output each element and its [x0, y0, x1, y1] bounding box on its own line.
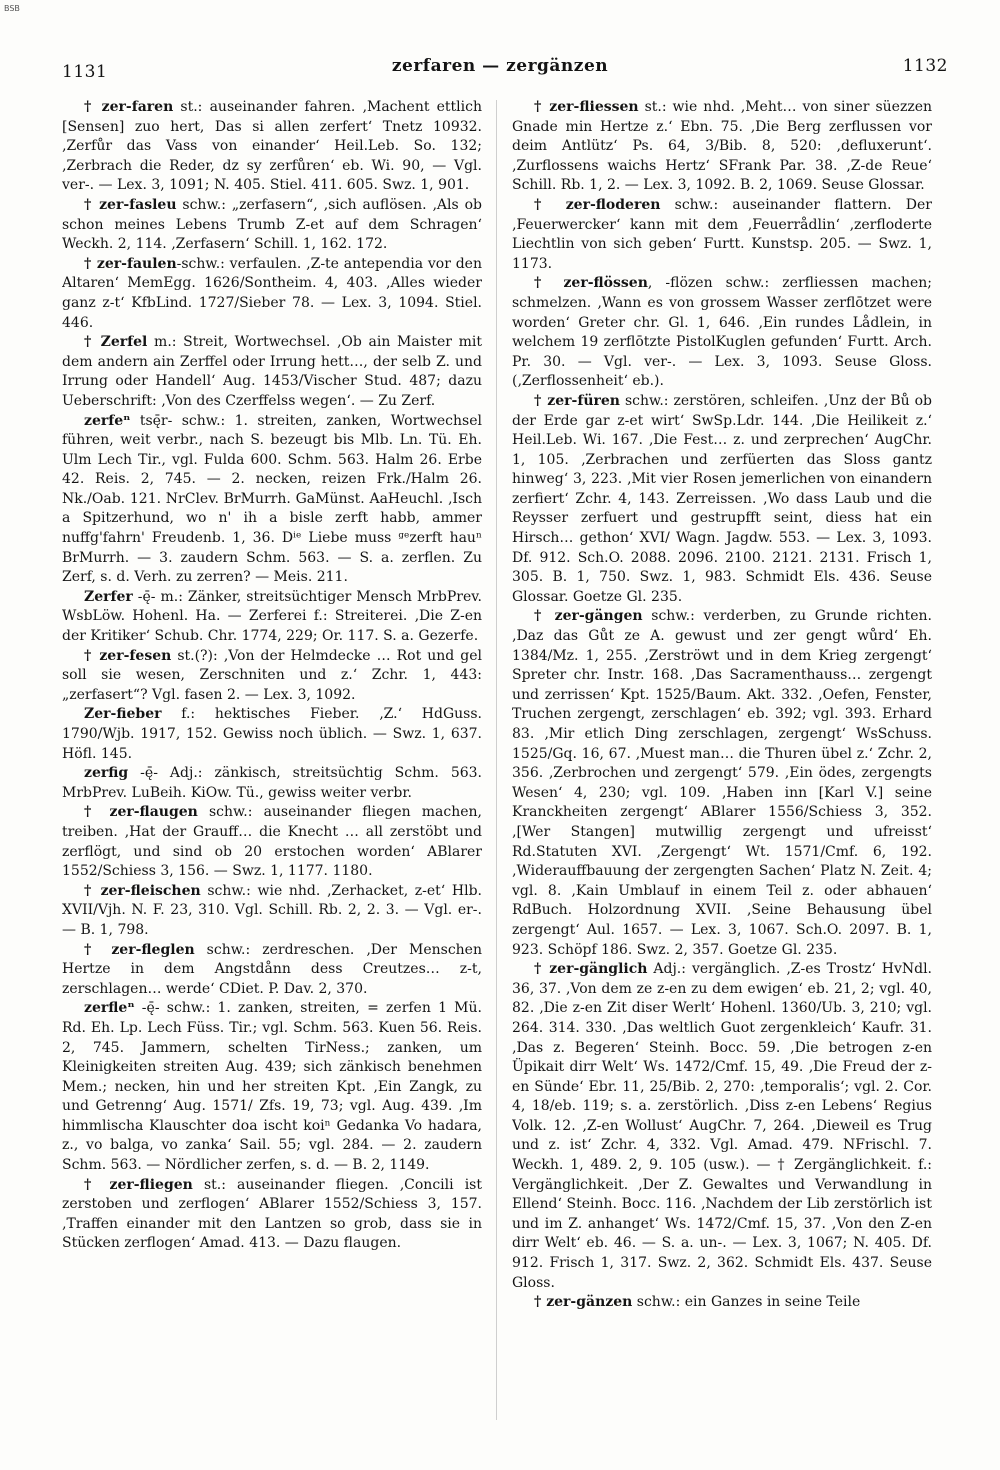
entry-text: schw.: auseinander flattern. Der ‚Feuerwercker‘ kann mit dem ‚Feuerrådlin‘ ‚zerfloderte Liechtlin von sich geben‘ Furtt. Kunstsp. 205. — Swz. 1, 1173. [512, 196, 932, 272]
entry-text: st.: wie nhd. ‚Meht… von siner süezzen Gnade min Hertze z.‘ Ebn. 75. ‚Die Berg zerflussen vor deim Antlütz‘ Ps. 64, 3/Bib. 8, 520: ‚defluxerunt‘. ‚Zurflossens waichs Hertz‘ SFrank Par. 38. ‚Z-de Reue‘ Schill. Rb. 1, 2. — Lex. 3, 1092. B. 2, 1069. Seuse Glossar. [512, 99, 932, 194]
running-head: zerfaren — zergänzen [391, 56, 609, 76]
entry-headword: † zer-fasleu [84, 196, 177, 213]
dictionary-entry [62, 941, 482, 1000]
page-header [0, 56, 1000, 86]
entry-headword: † zer-fleglen [84, 941, 195, 958]
dictionary-entry [512, 274, 932, 392]
dictionary-entry [512, 960, 932, 1293]
dictionary-entry [62, 255, 482, 333]
entry-headword: † zer-füren [534, 392, 620, 409]
dictionary-entry [512, 196, 932, 274]
entry-text: st.: auseinander fliegen. ‚Concili ist zerstoben und zerflogen‘ ABlarer 1552/Schiess 3, 157. ‚Traffen einander mit den Lantzen so grob, dass sie in Stücken zerflogen‘ Amad. 413. — Dazu flaugen. [62, 1176, 482, 1252]
entry-headword: zerfleⁿ [84, 1000, 135, 1017]
entry-headword: † zer-fliessen [534, 99, 639, 115]
entry-text: schw.: „zerfasern“, ‚sich auflösen. ‚Als ob schon meines Lebens Trumb Z-et auf dem Schragen‘ Weckh. 2, 114. ‚Zerfasern‘ Schill. 1, 162. 172. [62, 196, 482, 253]
entry-headword: † zer-faulen [84, 255, 177, 272]
dictionary-entry [512, 392, 932, 608]
entry-headword: † Zerfel [84, 334, 148, 351]
entry-headword: † zer-floderen [534, 196, 661, 213]
right-column [512, 98, 932, 1428]
entry-text: -ę̄- m.: Zänker, streitsüchtiger Mensch MrbPrev. WsbLöw. Hohenl. Ha. — Zerferei f.: Streiterei. ‚Die Z-en der Kritiker‘ Schub. Chr. 1774, 229; Or. 117. S. a. Gezerfe. [62, 588, 482, 645]
library-stamp: BSB [4, 4, 20, 13]
entry-headword: † zer-flaugen [84, 804, 198, 821]
entry-text: schw.: verderben, zu Grunde richten. ‚Daz das Gůt ze A. gewust und zer gengt wůrd‘ Eh. 1384/Mz. 1, 255. ‚Zerströwt und in dem Krieg zergengt‘ Spreter chr. Instr. 168. ‚Das Sacramenthauss… zergengt und zerrissen‘ Kpt. 1525/Baum. Akt. 332. ‚Oefen, Fenster, Truchen zergengt, zerschlagen‘ eb. 392; vgl. 393. Erhard 83. ‚Mir etlich Ding zerschlagen, zergengt‘ WsSchuss. 1525/Gq. 16, 67. ‚Muest man… die Thuren übel z.‘ Zchr. 2, 356. ‚Zerbrochen und zergengt‘ 579. ‚Ein ödes, zergengts Wesen‘ 4, 230; vgl. 109. ‚Haben inn [Karl V.] seine Kranckheiten zergengt‘ ABlarer 1556/Schiess 3, 352. ‚[Wer Stangen] mutwillig zergengt und ufreisst‘ Rd.Statuten XVI. ‚Zergengt‘ Wt. 1571/Cmf. 6, 192. ‚Widerauffbauung der zergengten Sachen‘ Platz N. Zeit. 4; vgl. 8. ‚Kain Umblauf in einem Teil z. oder abhauen‘ RdBuch. Holzordnung XVII. ‚Seine Behausung übel zergengt‘ Aul. 1657. — Lex. 3, 1067. Sch.O. 2097. B. 1, 923. Schöpf 186. Swz. 2, 357. Goetze Gl. 235. [512, 608, 932, 958]
entry-text: st.(?): ‚Von der Helmdecke … Rot und gel soll sie wesen, Zerschniten und z.‘ Zchr. 1, 443: „zerfasert“? Vgl. fasen 2. — Lex. 3, 1092. [62, 647, 482, 703]
entry-headword: † zer-gänzen [534, 1294, 633, 1311]
entry-headword: † zer-gänglich [534, 961, 648, 978]
entry-headword: † zer-faren [84, 99, 174, 115]
page-number-right: 1132 [902, 56, 948, 76]
entry-text: m.: Streit, Wortwechsel. ‚Ob ain Maister mit dem andern ain Zerffel oder Irrung hett…, der selb Z. und Irrung oder Handell‘ Aug. 1453/Vischer Stud. 487; dazu Ueberschrift: ‚Von des Czerffelss wegen‘. — Zu Zerf. [62, 334, 482, 409]
entry-headword: † zer-gängen [534, 608, 643, 625]
entry-headword: zerfeⁿ [84, 412, 131, 429]
page-number-left: 1131 [62, 62, 108, 82]
entry-text: Adj.: vergänglich. ‚Z-es Trostz‘ HvNdl. 36, 37. ‚Von dem ze z-en zu dem ewigen‘ eb. 21, 2; vgl. 40, 82. ‚Die z-en Zit diser Werlt‘ Hohenl. 1360/Ub. 3, 210; vgl. 264. 314. 330. ‚Das weltlich Guot zergenkleich‘ Kaufr. 31. ‚Das z. Begeren‘ Steinh. Bocc. 59. ‚Die betrogen z-en Üpikait dirr Welt‘ Ws. 1472/Cmf. 15, 49. ‚Die Freud der z-en Sünde‘ Ebr. 11, 25/Bib. 2, 270: ‚temporalis‘; vgl. 2. Cor. 4, 18/eb. 119; s. a. zerstörlich. ‚Diss z-en Lebens‘ Regius Volk. 12. ‚Z-en Wollust‘ AugChr. 7, 264. ‚Dieweil es Trug und z. ist‘ Zchr. 4, 332. Vgl. Amad. 479. NFrischl. 7. Weckh. 1, 489. 2, 9. 105 (usw.). — † Zergänglichkeit. f.: Vergänglichkeit. ‚Der Z. Gewaltes und Verwandlung in Ellend‘ Steinh. Bocc. 116. ‚Nachdem der Lib zerstörlich ist und im Z. anhanget‘ Ws. 1472/Cmf. 15, 37. ‚Von den Z-en dirr Welt‘ eb. 46. — S. a. un-. — Lex. 3, 1067; N. 405. Df. 912. Frisch 1, 317. Swz. 2, 362. Schmidt Els. 437. Seuse Gloss. [512, 961, 932, 1291]
entry-text: f.: hektisches Fieber. ‚Z.‘ HdGuss. 1790/Wjb. 1917, 152. Gewiss noch üblich. — Swz. 1, 637. Höfl. 145. [62, 706, 482, 762]
entry-headword: zerfig [84, 765, 129, 782]
dictionary-entry [62, 196, 482, 255]
entry-text: -ę̄- schw.: 1. zanken, streiten, = zerfen 1 Mü. Rd. Eh. Lp. Lech Füss. Tir.; vgl. Schm. 563. Kuen 56. Reis. 2, 745. Jammern, schelten TirNess.; zanken, um Kleinigkeiten streiten Aug. 439; sich zänkisch benehmen Mem.; necken, hin und her streiten Kpt. ‚Ein Zangk, zu und Getrenng‘ Aug. 1571/ Zfs. 19, 73; vgl. Aug. 439. ‚Im himmlischa Klauschter doa ischt koiⁿ Gedanka Vo hadara, z., vo balga, vo zanka‘ Sail. 55; vgl. 284. — 2. zaudern Schm. 563. — Nördlicher zerfen, s. d. — B. 2, 1149. [62, 1000, 482, 1174]
dictionary-entry [62, 588, 482, 647]
dictionary-entry [62, 412, 482, 588]
column-divider [496, 100, 497, 1420]
dictionary-entry [62, 803, 482, 881]
entry-headword: † zer-fleischen [84, 882, 201, 899]
dictionary-entry [512, 607, 932, 960]
entry-headword: † zer-fesen [84, 647, 172, 664]
dictionary-entry [62, 882, 482, 941]
entry-text: , -flözen schw.: zerfliessen machen; schmelzen. ‚Wann es von grossem Wasser zerflōtzet were worden‘ Greter chr. Gl. 1, 646. ‚Ein rundes Lådlein, in welchem 19 zerflōtzte PistolKuglen gefunden‘ Furtt. Arch. Pr. 30. — Vgl. ver-. — Lex. 3, 1093. Seuse Gloss. (‚Zerflossenheit‘ eb.). [512, 275, 932, 390]
dictionary-entry [512, 1293, 932, 1313]
entry-headword: Zerfer [84, 588, 133, 605]
dictionary-entry [512, 98, 932, 196]
entry-text: schw.: zerstören, schleifen. ‚Unz der Bů ob der Erde gar z-et wirt‘ SwSp.Ldr. 144. ‚Die Heilikeit z.‘ Heil.Leb. Wi. 167. ‚Die Fest… z. und zerprechen‘ AugChr. 1, 105. ‚Zerbrachen und zerfüerten das Sloss gantz hinweg‘ 3, 223. ‚Mit vier Rosen jemerlichen von einandern zerfiert‘ Zchr. 4, 143. Zerreissen. ‚Wo dass Laub und die Reysser zerfuert und gestrupfft seint, diess hat ein Hirsch… gethon‘ XVI/ Wagn. Jagdw. 553. — Lex. 3, 1093. Df. 912. Sch.O. 2088. 2096. 2100. 2121. 2131. Frisch 1, 305. B. 1, 750. Swz. 1, 983. Schmidt Els. 436. Seuse Glossar. Goetze Gl. 235. [512, 392, 932, 605]
dictionary-entry [62, 705, 482, 764]
entry-headword: Zer-fieber [84, 706, 162, 723]
dictionary-entry [62, 647, 482, 706]
dictionary-entry [62, 999, 482, 1175]
entry-text: schw.: ein Ganzes in seine Teile [632, 1294, 861, 1311]
entry-text: schw.: auseinander fliegen machen, treiben. ‚Hat der Grauff… die Knecht … all zerstöbt und zerflögt, und sind ob 20 erstochen worden‘ ABlarer 1552/Schiess 3, 156. — Swz. 1, 1177. 1180. [62, 804, 482, 880]
dictionary-entry [62, 333, 482, 411]
left-column [62, 98, 482, 1428]
entry-text: schw.: wie nhd. ‚Zerhacket, z-et‘ Hlb. XVII/Vjh. N. F. 23, 310. Vgl. Schill. Rb. 2, 2. 3. — Vgl. er-. — B. 1, 798. [62, 882, 482, 938]
entry-text: st.: auseinander fahren. ‚Machent ettlich [Sensen] zuo hert, Das si allen zerfert‘ Tnetz 10932. ‚Zerfůr das Vass von einander‘ Heil.Leb. So. 132; ‚Zerbrach die Reder, dz sy zerfůren‘ eb. Wi. 90, — Vgl. ver-. — Lex. 3, 1091; N. 405. Stiel. 411. 605. Swz. 1, 901. [62, 99, 482, 194]
dictionary-entry [62, 98, 482, 196]
entry-headword: † zer-fliegen [84, 1176, 193, 1193]
entry-text: schw.: zerdreschen. ‚Der Menschen Hertze in dem Angstdånn dess Creutzes… z-t, zerschlagen… werde‘ CDiet. P. Dav. 2, 370. [62, 941, 482, 997]
entry-text: tsę̄r- schw.: 1. streiten, zanken, Wortwechsel führen, weit verbr., nach S. bezeugt bis Mlb. Ln. Tü. Eh. Ulm Lech Tir., vgl. Fulda 600. Schm. 563. Halm 26. Erbe 42. Reis. 2, 745. — 2. necken, reizen Frk./Halm 26. Nk./Oab. 121. NrClev. BrMurrh. GaMünst. AaHeuchl. ‚Isch a Spitzerhund, wo n' ih a bisle zerft habb, ammer nuffg'fahrn' Freudenb. 1, 36. Dⁱᵉ Liebe muss ᵍᵉzerft hauⁿ BrMurrh. — 3. zaudern Schm. 563. — S. a. zerflen. Zu Zerf, s. d. Verh. zu zerren? — Meis. 211. [62, 412, 482, 586]
entry-text: -ę̄- Adj.: zänkisch, streitsüchtig Schm. 563. MrbPrev. LuBeih. KiOw. Tü., gewiss weiter verbr. [62, 765, 482, 801]
entry-text: -schw.: verfaulen. ‚Z-te antependia vor den Altaren‘ MemEgg. 1626/Sontheim. 4, 403. ‚Alles wieder ganz z-t‘ KfbLind. 1727/Sieber 78. — Lex. 3, 1094. Stiel. 446. [62, 255, 482, 331]
dictionary-entry [62, 1176, 482, 1254]
dictionary-entry [62, 764, 482, 803]
entry-headword: † zer-flössen [534, 275, 648, 292]
